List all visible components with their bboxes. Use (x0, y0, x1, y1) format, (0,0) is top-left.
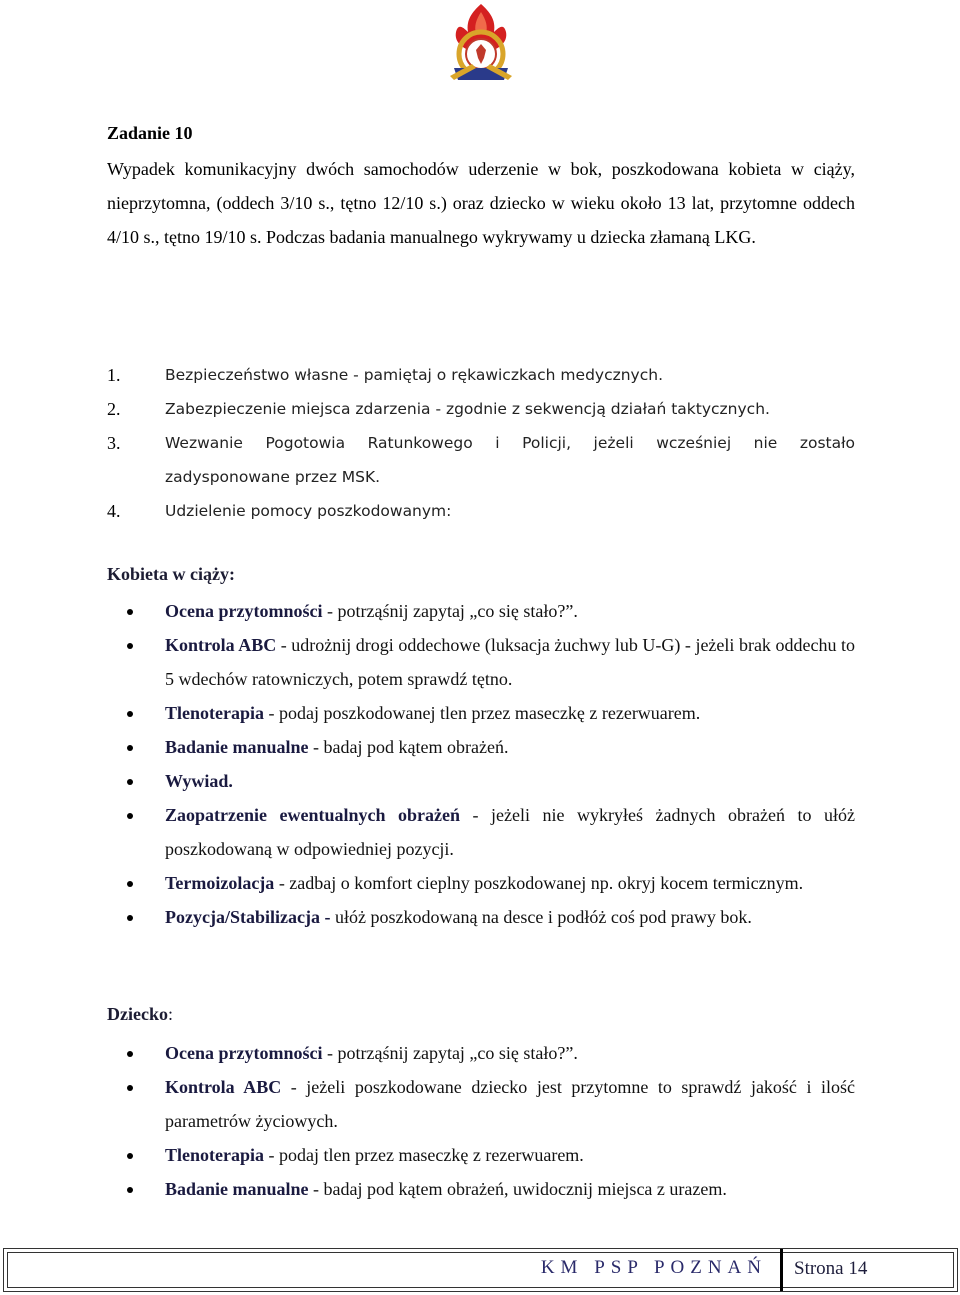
item-label: Badanie manualne (165, 737, 309, 757)
item-description: - jeżeli poszkodowane dziecko jest przytomne to sprawdź jakość i ilość parametrów życiowych. (165, 1077, 855, 1131)
list-item (107, 764, 855, 798)
scenario-text: Wypadek komunikacyjny dwóch samochodów uderzenie w bok, poszkodowana kobieta w ciąży, nieprzytomna, (oddech 3/10 s., tętno 12/10 s.) oraz dziecko w wieku około 13 lat, przytomne oddech 4/10 s., tętno 19/10 s. Podczas badania manualnego wykrywamy u dziecka złamaną LKG. (107, 159, 855, 247)
list-item (107, 1070, 855, 1138)
item-description: ułóż poszkodowaną na desce i podłóż coś pod prawy bok. (330, 907, 752, 927)
task-title: Zadanie 10 (107, 123, 193, 143)
item-description: - potrząśnij zapytaj „co się stało?”. (322, 1043, 578, 1063)
bullet-icon (127, 813, 133, 819)
item-label: Pozycja/Stabilizacja - (165, 907, 331, 927)
item-label: Tlenoterapia (165, 703, 264, 723)
step-1 (107, 358, 855, 392)
list-item (107, 1036, 855, 1070)
item-label: Termoizolacja (165, 873, 275, 893)
item-label: Wywiad. (165, 771, 233, 791)
list-item (107, 866, 855, 900)
bullet-icon (127, 915, 133, 921)
woman-actions-list (107, 594, 855, 934)
psp-emblem-logo (442, 2, 520, 90)
step-text-line1: Wezwanie Pogotowia Ratunkowego i Policji, jeżeli wcześniej nie zostało (165, 434, 855, 452)
bullet-icon (127, 643, 133, 649)
step-number: 3. (107, 433, 121, 453)
item-description: - zadbaj o komfort cieplny poszkodowanej np. okryj kocem termicznym. (274, 873, 804, 893)
woman-section-heading: Kobieta w ciąży: (107, 564, 235, 584)
bullet-icon (127, 881, 133, 887)
list-item (107, 696, 855, 730)
scenario-description (107, 152, 855, 254)
child-heading-suffix: : (167, 1004, 173, 1024)
bullet-icon (127, 779, 133, 785)
item-label: Ocena przytomności (165, 1043, 323, 1063)
step-number: 4. (107, 501, 121, 521)
item-label: Badanie manualne (165, 1179, 309, 1199)
bullet-icon (127, 711, 133, 717)
item-description: - badaj pod kątem obrażeń. (308, 737, 509, 757)
list-item (107, 628, 855, 696)
bullet-icon (127, 1051, 133, 1057)
item-label: Zaopatrzenie ewentualnych obrażeń (165, 805, 461, 825)
list-item (107, 730, 855, 764)
item-label: Ocena przytomności (165, 601, 323, 621)
item-description: - potrząśnij zapytaj „co się stało?”. (322, 601, 578, 621)
step-number: 1. (107, 365, 121, 385)
bullet-icon (127, 1187, 133, 1193)
item-description: - podaj tlen przez maseczkę z rezerwuarem. (264, 1145, 584, 1165)
list-item (107, 594, 855, 628)
bullet-icon (127, 1153, 133, 1159)
child-actions-list (107, 1036, 855, 1206)
step-2 (107, 392, 855, 426)
step-4 (107, 494, 855, 528)
list-item (107, 798, 855, 866)
item-description: - badaj pod kątem obrażeń, uwidocznij miejsca z urazem. (308, 1179, 727, 1199)
step-text: Bezpieczeństwo własne - pamiętaj o rękawiczkach medycznych. (165, 366, 664, 384)
step-number: 2. (107, 399, 121, 419)
step-3 (107, 426, 855, 494)
step-text: Udzielenie pomocy poszkodowanym: (165, 502, 452, 520)
item-label: Tlenoterapia (165, 1145, 264, 1165)
item-description: - podaj poszkodowanej tlen przez maseczkę z rezerwuarem. (264, 703, 701, 723)
bullet-icon (127, 1085, 133, 1091)
list-item (107, 1138, 855, 1172)
list-item (107, 900, 855, 934)
page-number: Strona 14 (794, 1258, 868, 1279)
child-section-heading (107, 1004, 173, 1025)
bullet-icon (127, 609, 133, 615)
procedure-steps (107, 358, 855, 528)
step-text-line2: zadysponowane przez MSK. (165, 468, 381, 486)
item-label: Kontrola ABC (165, 1077, 282, 1097)
bullet-icon (127, 745, 133, 751)
child-heading-label: Dziecko (107, 1004, 168, 1024)
page-footer (3, 1248, 958, 1292)
footer-divider (780, 1249, 783, 1291)
item-description: - udrożnij drogi oddechowe (luksacja żuchwy lub U-G) - jeżeli brak oddechu to 5 wdechów ratowniczych, potem sprawdź tętno. (165, 635, 855, 689)
footer-brand: KM PSP POZNAŃ (540, 1257, 767, 1278)
step-text: Zabezpieczenie miejsca zdarzenia - zgodnie z sekwencją działań taktycznych. (165, 400, 770, 418)
item-label: Kontrola ABC (165, 635, 277, 655)
item-description: - jeżeli nie wykryłeś żadnych obrażeń to ułóż poszkodowaną w odpowiedniej pozycji. (165, 805, 855, 859)
list-item (107, 1172, 855, 1206)
